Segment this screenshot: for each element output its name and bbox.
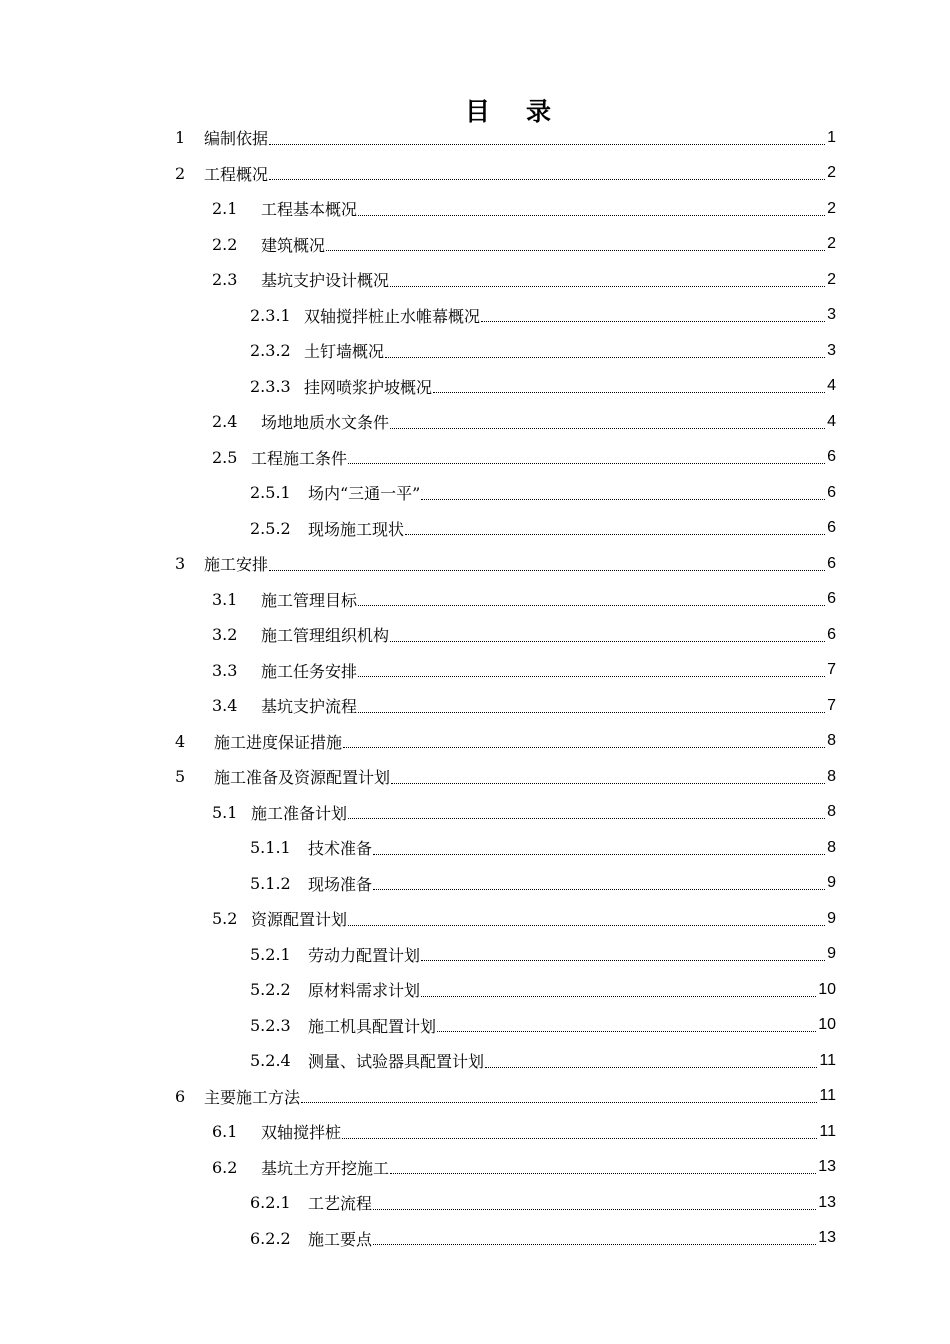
toc-entry[interactable] [0,511,950,547]
toc-entry-number: 2.5.2 [250,518,291,538]
toc-entry-number: 3 [175,554,186,574]
toc-dot-leader [358,215,825,216]
toc-entry-page-number: 2 [827,199,836,217]
toc-dot-leader [481,321,825,322]
toc-dot-leader [348,925,825,926]
toc-entry[interactable] [0,937,950,973]
toc-entry-number: 2.5.1 [250,483,291,503]
toc-entry-number: 3.3 [212,660,238,680]
toc-entry-number: 5.2.1 [250,944,291,964]
toc-entry-title: 资源配置计划 [251,910,348,930]
toc-entry-number: 1 [175,128,186,148]
toc-dot-leader [269,144,825,145]
toc-entry-title: 施工准备计划 [251,803,348,823]
table-of-contents [0,120,950,1256]
toc-dot-leader [348,463,825,464]
toc-entry-number: 5.2.4 [250,1051,291,1071]
toc-entry[interactable] [0,120,950,156]
toc-entry-page-number: 3 [827,306,836,324]
toc-entry-number: 5.2.3 [250,1015,291,1035]
toc-dot-leader [421,960,825,961]
toc-entry-number: 3.1 [212,589,238,609]
toc-dot-leader [358,676,825,677]
toc-entry-title: 现场准备 [308,874,373,894]
toc-entry-page-number: 6 [827,483,836,501]
toc-dot-leader [391,783,825,784]
toc-entry-number: 5.2 [212,909,238,929]
toc-entry-page-number: 6 [827,590,836,608]
toc-entry-title: 施工准备及资源配置计划 [214,768,391,788]
toc-entry-page-number: 7 [827,696,836,714]
toc-entry-page-number: 3 [827,341,836,359]
toc-dot-leader [326,250,825,251]
toc-entry[interactable] [0,333,950,369]
toc-entry-page-number: 2 [827,235,836,253]
toc-dot-leader [269,179,825,180]
toc-dot-leader [405,534,825,535]
toc-entry-number: 5.2.2 [250,980,291,1000]
toc-entry-title: 施工任务安排 [261,661,358,681]
toc-entry-number: 2.4 [212,412,238,432]
toc-entry-page-number: 6 [827,625,836,643]
toc-entry-page-number: 6 [827,448,836,466]
toc-entry[interactable] [0,1079,950,1115]
toc-entry-page-number: 2 [827,270,836,288]
toc-dot-leader [390,286,825,287]
toc-entry-number: 3.2 [212,625,238,645]
toc-entry[interactable] [0,1008,950,1044]
toc-entry[interactable] [0,1185,950,1221]
toc-entry-page-number: 9 [827,909,836,927]
toc-dot-leader [373,854,825,855]
toc-entry-number: 5 [175,767,186,787]
toc-entry-page-number: 6 [827,519,836,537]
toc-entry-title: 主要施工方法 [204,1087,301,1107]
toc-entry-page-number: 13 [818,1229,836,1247]
toc-entry[interactable] [0,901,950,937]
toc-entry[interactable] [0,1114,950,1150]
toc-entry[interactable] [0,227,950,263]
toc-entry[interactable] [0,262,950,298]
toc-entry[interactable] [0,830,950,866]
toc-entry-page-number: 8 [827,767,836,785]
toc-entry[interactable] [0,1043,950,1079]
toc-entry-number: 3.4 [212,696,238,716]
toc-entry-title: 劳动力配置计划 [308,945,421,965]
toc-entry-title: 施工要点 [308,1229,373,1249]
toc-entry-number: 6 [175,1086,186,1106]
toc-entry-number: 2.2 [212,234,238,254]
toc-entry-number: 6.2 [212,1157,238,1177]
toc-entry-number: 2.3 [212,270,238,290]
toc-entry-page-number: 6 [827,554,836,572]
toc-entry-number: 6.2.2 [250,1228,291,1248]
toc-entry-number: 2.5 [212,447,238,467]
toc-entry-page-number: 4 [827,412,836,430]
toc-entry-page-number: 11 [819,1122,836,1140]
toc-entry-title: 场内“三通一平” [308,484,421,504]
toc-entry-page-number: 11 [819,1051,836,1069]
toc-entry-title: 编制依据 [204,129,269,149]
toc-dot-leader [343,747,825,748]
toc-entry-title: 工程施工条件 [251,448,348,468]
toc-heading-part2: 录 [526,97,552,126]
toc-entry-title: 建筑概况 [261,235,326,255]
toc-entry[interactable] [0,1150,950,1186]
toc-entry[interactable] [0,688,950,724]
toc-entry-number: 5.1 [212,802,238,822]
toc-dot-leader [485,1067,817,1068]
toc-entry-title: 施工机具配置计划 [308,1016,437,1036]
toc-entry[interactable] [0,759,950,795]
toc-entry[interactable] [0,582,950,618]
toc-entry-title: 双轴搅拌桩 [261,1123,342,1143]
toc-entry-page-number: 7 [827,661,836,679]
toc-heading-part1: 目 [464,97,490,126]
toc-entry-number: 4 [175,731,186,751]
toc-dot-leader [390,1173,816,1174]
toc-entry[interactable] [0,298,950,334]
toc-entry-page-number: 10 [818,980,836,998]
toc-entry-number: 5.1.2 [250,873,291,893]
toc-entry-number: 2 [175,163,186,183]
toc-entry-title: 双轴搅拌桩止水帷幕概况 [304,306,481,326]
toc-entry-number: 2.3.2 [250,341,291,361]
toc-dot-leader [269,570,825,571]
toc-entry-title: 原材料需求计划 [308,981,421,1001]
toc-dot-leader [373,889,825,890]
toc-entry-page-number: 1 [827,128,836,146]
toc-entry[interactable] [0,866,950,902]
toc-entry-page-number: 11 [819,1087,836,1105]
toc-entry[interactable] [0,617,950,653]
toc-entry-title: 基坑支护流程 [261,697,358,717]
toc-entry-number: 2.3.1 [250,305,291,325]
toc-entry-title: 挂网喷浆护坡概况 [304,377,433,397]
toc-dot-leader [433,392,825,393]
toc-entry-number: 6.1 [212,1122,238,1142]
toc-dot-leader [358,605,825,606]
toc-entry-title: 工程概况 [204,164,269,184]
toc-entry-title: 现场施工现状 [308,519,405,539]
toc-dot-leader [373,1209,816,1210]
toc-dot-leader [348,818,825,819]
toc-entry[interactable] [0,156,950,192]
toc-entry-title: 测量、试验器具配置计划 [308,1052,485,1072]
toc-entry-title: 施工管理目标 [261,590,358,610]
toc-entry-title: 土钉墙概况 [304,342,385,362]
toc-entry-page-number: 10 [818,1016,836,1034]
toc-dot-leader [437,1031,816,1032]
toc-entry-page-number: 8 [827,803,836,821]
toc-dot-leader [421,499,825,500]
toc-dot-leader [390,641,825,642]
toc-entry-number: 6.2.1 [250,1193,291,1213]
toc-entry[interactable] [0,1221,950,1257]
toc-entry-title: 场地地质水文条件 [261,413,390,433]
toc-entry-title: 工程基本概况 [261,200,358,220]
toc-entry[interactable] [0,546,950,582]
toc-entry[interactable] [0,795,950,831]
toc-entry[interactable] [0,972,950,1008]
toc-dot-leader [373,1244,816,1245]
toc-dot-leader [358,712,825,713]
toc-entry-page-number: 8 [827,732,836,750]
toc-entry[interactable] [0,369,950,405]
toc-entry-title: 基坑土方开挖施工 [261,1158,390,1178]
toc-entry-page-number: 9 [827,874,836,892]
toc-entry-page-number: 4 [827,377,836,395]
toc-entry-page-number: 13 [818,1193,836,1211]
toc-entry-title: 施工进度保证措施 [214,732,343,752]
toc-dot-leader [390,428,825,429]
toc-entry-title: 基坑支护设计概况 [261,271,390,291]
toc-entry-title: 技术准备 [308,839,373,859]
toc-dot-leader [342,1138,817,1139]
toc-entry-number: 2.1 [212,199,238,219]
toc-entry[interactable] [0,191,950,227]
toc-dot-leader [421,996,816,997]
toc-entry-page-number: 2 [827,164,836,182]
toc-entry-title: 工艺流程 [308,1194,373,1214]
toc-entry[interactable] [0,440,950,476]
toc-entry-title: 施工安排 [204,555,269,575]
toc-entry[interactable] [0,404,950,440]
toc-entry-page-number: 9 [827,945,836,963]
toc-entry[interactable] [0,475,950,511]
toc-entry[interactable] [0,724,950,760]
toc-dot-leader [301,1102,817,1103]
toc-entry-page-number: 8 [827,838,836,856]
toc-entry-page-number: 13 [818,1158,836,1176]
toc-entry-number: 2.3.3 [250,376,291,396]
toc-entry-number: 5.1.1 [250,838,291,858]
toc-entry[interactable] [0,653,950,689]
toc-entry-title: 施工管理组织机构 [261,626,390,646]
toc-dot-leader [385,357,825,358]
